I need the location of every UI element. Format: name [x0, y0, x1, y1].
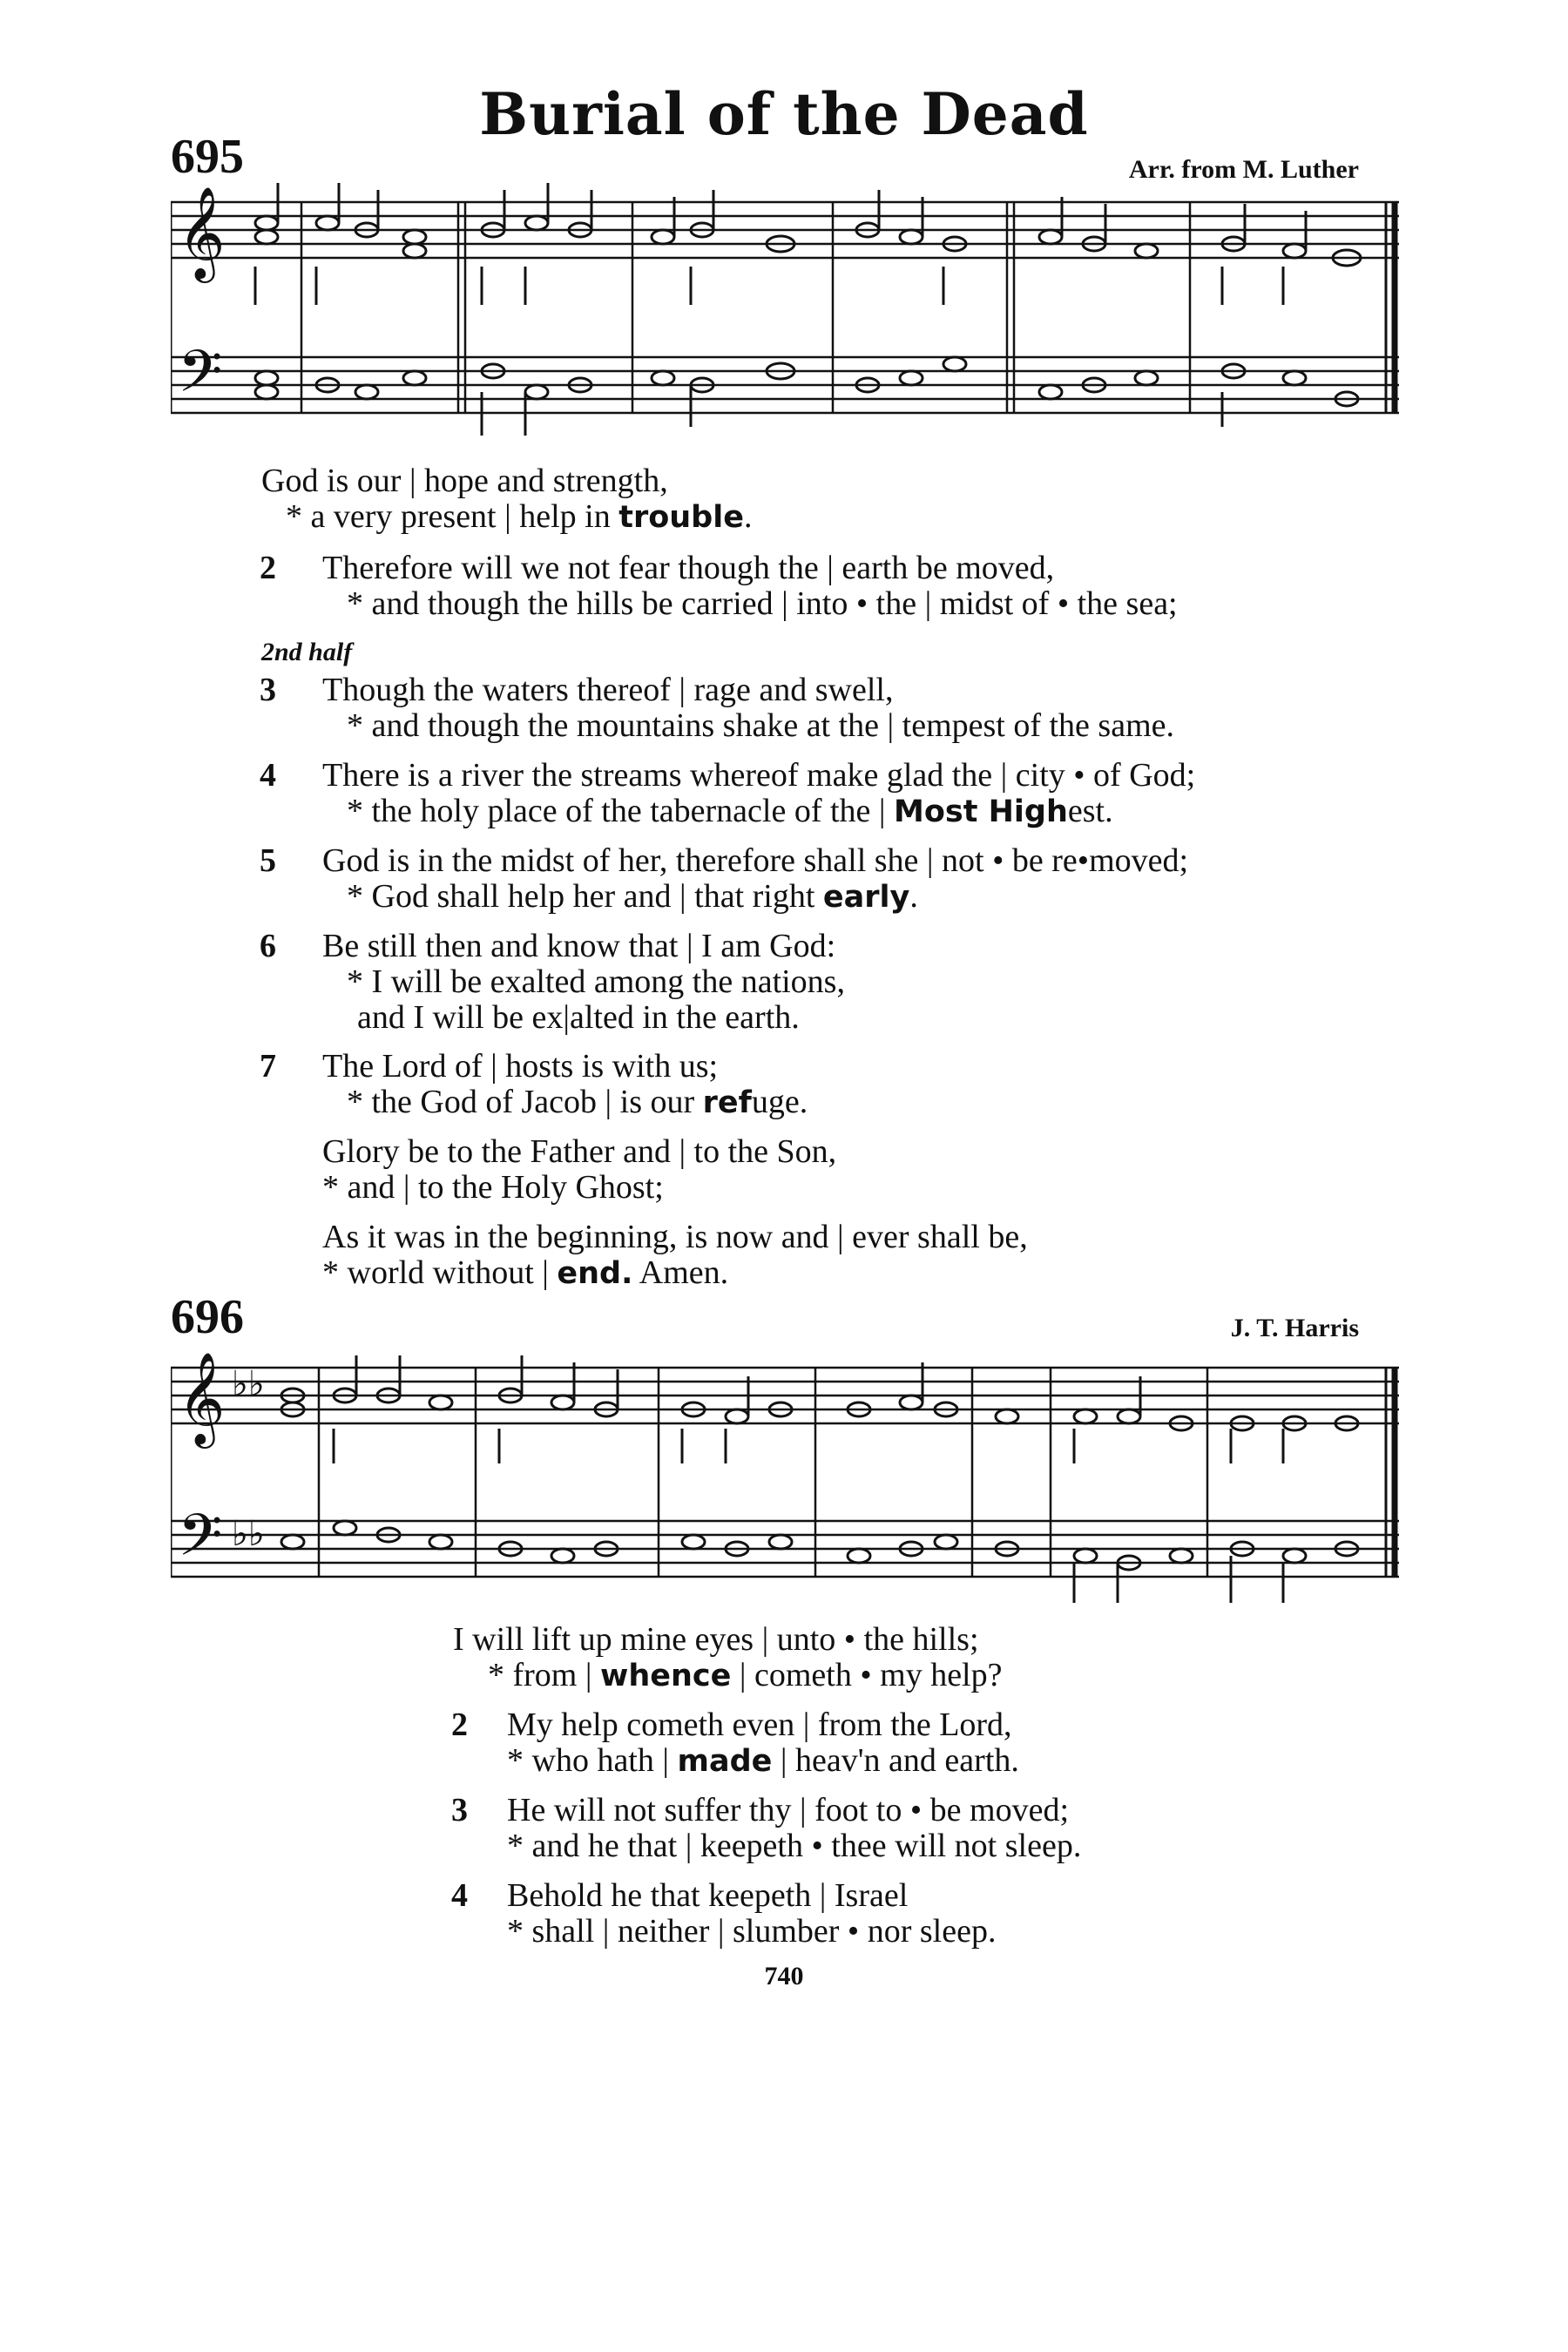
verse-line: * shall | neither | slumber • nor sleep. — [507, 1913, 997, 1950]
verse-line-tail: | heav'n and earth. — [772, 1742, 1019, 1779]
verse-line: * the holy place of the tabernacle of the | — [347, 793, 895, 829]
page-title: Burial of the Dead — [479, 80, 1089, 148]
gloria-2 — [322, 1220, 1028, 1292]
verse-7 — [322, 1049, 808, 1121]
hymn-number-695: 695 — [171, 130, 244, 184]
verse-1 — [261, 463, 752, 536]
emphasis-word: ref — [702, 1085, 752, 1120]
verse-line: * I will be exalted among the nations, — [347, 963, 845, 1000]
verse-line: God is in the midst of her, therefore shall she | not • be re•moved; — [322, 842, 1189, 879]
second-half-label: 2nd half — [261, 638, 353, 666]
verse-line: There is a river the streams whereof make glad the | city • of God; — [322, 757, 1196, 794]
svg-text:♭♭: ♭♭ — [232, 1514, 265, 1554]
verse-line: * the God of Jacob | is our — [347, 1084, 703, 1120]
verse-2 — [507, 1707, 1019, 1780]
verse-line: * world without | — [322, 1254, 558, 1291]
verse-line-tail: | cometh • my help? — [731, 1657, 1003, 1693]
verse-line-tail: uge. — [751, 1084, 808, 1120]
verse-line: God is our | hope and strength, — [261, 463, 668, 499]
verse-line: * and though the hills be carried | into • the | midst of • the sea; — [347, 585, 1178, 622]
verse-4 — [507, 1878, 996, 1950]
verse-3 — [322, 672, 1174, 744]
hymn-number-696: 696 — [171, 1290, 244, 1344]
verse-line: I will lift up mine eyes | unto • the hills; — [453, 1621, 979, 1658]
verse-number: 4 — [260, 757, 276, 794]
svg-text:𝄢: 𝄢 — [178, 1502, 223, 1583]
verse-line: The Lord of | hosts is with us; — [322, 1048, 719, 1085]
verse-4 — [322, 758, 1195, 830]
verse-line: * and though the mountains shake at the | tempest of the same. — [347, 707, 1174, 744]
verse-line-tail: est. — [1067, 793, 1113, 829]
verse-number: 5 — [260, 842, 276, 879]
verse-line: As it was in the beginning, is now and | ever shall be, — [322, 1219, 1028, 1255]
verse-number: 2 — [260, 550, 276, 586]
page-number: 740 — [764, 1962, 804, 1990]
emphasis-word: whence — [599, 1659, 732, 1693]
verse-1 — [453, 1622, 1002, 1694]
verse-line: Therefore will we not fear though the | earth be moved, — [322, 550, 1055, 586]
verse-number: 3 — [451, 1792, 468, 1828]
verse-line: * and he that | keepeth • thee will not sleep. — [507, 1828, 1082, 1864]
verse-line-tail: . — [743, 498, 753, 535]
svg-text:𝄞: 𝄞 — [178, 1351, 226, 1444]
verse-line-tail: . — [909, 878, 918, 915]
verse-line: My help cometh even | from the Lord, — [507, 1707, 1012, 1743]
verse-2 — [322, 551, 1178, 622]
music-score-695 — [171, 183, 1408, 444]
svg-text:♭♭: ♭♭ — [232, 1364, 265, 1404]
music-score-696 — [171, 1342, 1408, 1638]
verse-number: 2 — [451, 1707, 468, 1743]
emphasis-word: end. — [557, 1256, 633, 1291]
svg-text:𝄢: 𝄢 — [178, 338, 223, 419]
emphasis-word: trouble — [618, 500, 744, 535]
verse-line: and I will be ex|alted in the earth. — [357, 999, 800, 1036]
verse-number: 3 — [260, 672, 276, 708]
emphasis-word: early — [822, 880, 910, 915]
verse-number: 4 — [451, 1877, 468, 1914]
emphasis-word: made — [677, 1744, 773, 1779]
verse-line-tail: Amen. — [632, 1254, 729, 1291]
verse-line: He will not suffer thy | foot to • be moved; — [507, 1792, 1069, 1828]
verse-line: * and | to the Holy Ghost; — [322, 1169, 664, 1206]
verse-3 — [507, 1793, 1081, 1864]
verse-number: 6 — [260, 928, 276, 964]
verse-line: * who hath | — [507, 1742, 678, 1779]
verse-line: * God shall help her and | that right — [347, 878, 823, 915]
verse-5 — [322, 843, 1188, 916]
verse-6 — [322, 929, 845, 1036]
verse-line: Though the waters thereof | rage and swell, — [322, 672, 894, 708]
verse-line: Glory be to the Father and | to the Son, — [322, 1133, 837, 1170]
verse-line: * from | — [488, 1657, 600, 1693]
verse-line: Behold he that keepeth | Israel — [507, 1877, 909, 1914]
gloria-1 — [322, 1134, 836, 1206]
verse-line: Be still then and know that | I am God: — [322, 928, 836, 964]
verse-number: 7 — [260, 1048, 276, 1085]
emphasis-word: Most High — [894, 794, 1068, 829]
composer-696: J. T. Harris — [1230, 1314, 1359, 1342]
composer-695: Arr. from M. Luther — [1128, 155, 1359, 184]
verse-line: * a very present | help in — [286, 498, 619, 535]
svg-text:𝄞: 𝄞 — [178, 186, 226, 279]
